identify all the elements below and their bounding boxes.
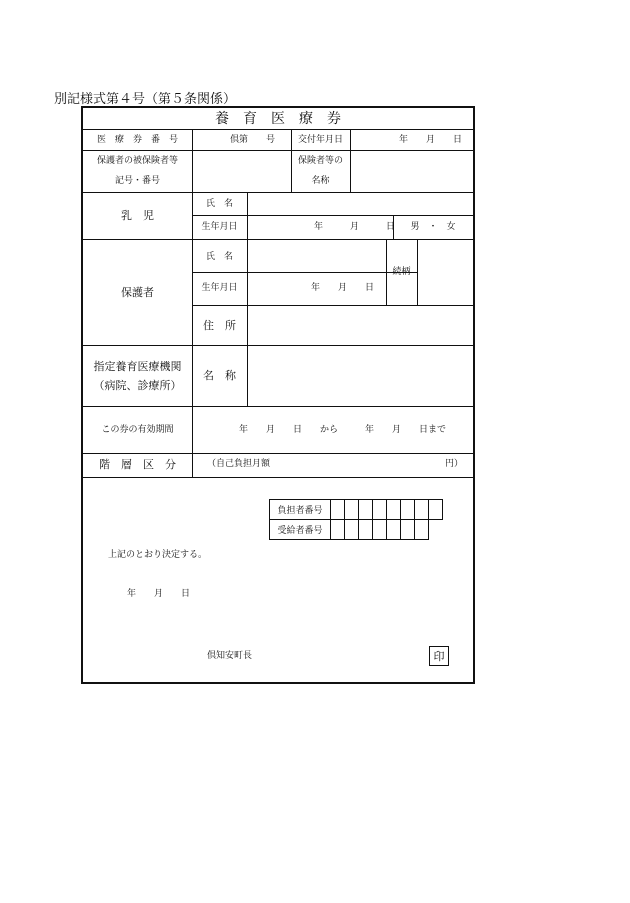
medical-voucher-form [81, 106, 475, 684]
guardian-name-label: 氏 名 [205, 252, 233, 262]
infant-dob-label: 生年月日 [201, 222, 238, 232]
guardian-address-label: 住 所 [203, 319, 236, 332]
payer-number-label: 負担者番号 [269, 499, 331, 520]
issue-date-value: 年 月 日 [399, 135, 463, 145]
infant-name-label: 氏 名 [205, 199, 233, 209]
guardian-label: 保護者 [121, 286, 154, 299]
recipient-number-field [269, 519, 429, 540]
tier-label: 階 層 区 分 [99, 458, 176, 471]
decision-date: 年 月 日 [127, 589, 191, 599]
voucher-number-value: 倶第 号 [230, 135, 276, 145]
recipient-number-label: 受給者番号 [269, 519, 331, 540]
seal-box: 印 [429, 646, 449, 666]
infant-sex: 男 ・ 女 [410, 222, 456, 232]
form-title: 養 育 医 療 券 [215, 111, 341, 127]
insured-number-label: 保護者の被保険者等 [96, 156, 178, 166]
guardian-dob-label: 生年月日 [201, 283, 238, 293]
voucher-number-label: 医 療 券 番 号 [96, 135, 178, 145]
guardian-relation-label: 続柄 [392, 267, 411, 277]
institution-label: 指定養育医療機関 [93, 360, 182, 373]
payer-number-field [269, 499, 443, 520]
infant-dob-value: 年 月 日 [314, 222, 396, 232]
infant-label: 乳 児 [121, 209, 154, 222]
institution-name-label: 名 称 [203, 369, 236, 382]
mayor-title: 倶知安町長 [207, 651, 253, 661]
institution-label-2: （病院、診療所） [93, 379, 182, 392]
insurer-name-label-2: 名称 [311, 176, 330, 186]
validity-label: この券の有効期間 [101, 425, 174, 435]
tier-value-open: （自己負担月額 [207, 459, 271, 469]
insured-number-label-2: 記号・番号 [114, 176, 160, 186]
tier-value-close: 円） [445, 459, 464, 469]
form-heading: 別記様式第４号（第５条関係） [54, 92, 237, 107]
validity-value: 年 月 日 から 年 月 日まで [239, 425, 447, 435]
guardian-dob-value: 年 月 日 [311, 283, 375, 293]
insurer-name-label: 保険者等の [297, 156, 343, 166]
issue-date-label: 交付年月日 [297, 135, 343, 145]
decision-text: 上記のとおり決定する。 [108, 550, 208, 560]
